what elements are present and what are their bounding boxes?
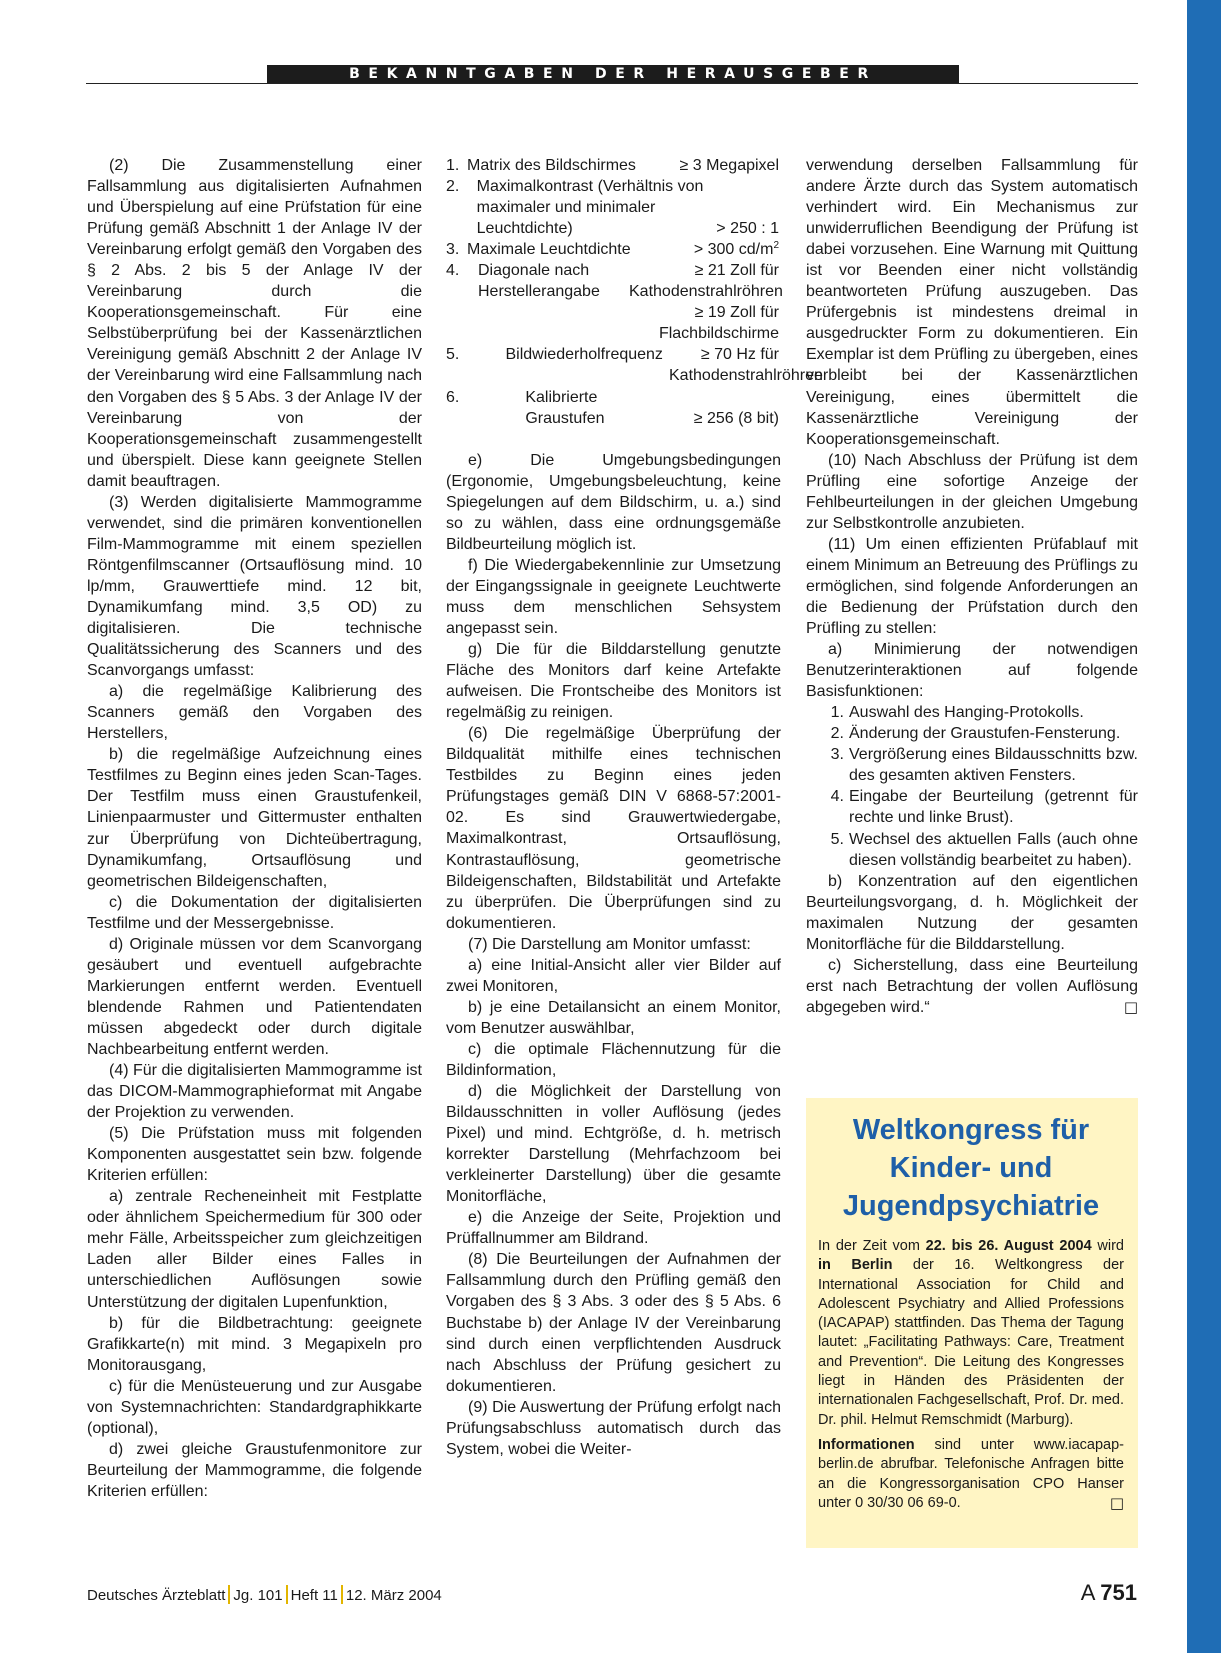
paragraph: a) eine Initial-Ansicht aller vier Bilder auf zwei Monitoren, — [446, 956, 781, 995]
spec-value: ≥ 3 Megapixel — [679, 157, 779, 174]
paragraph: (5) Die Prüfstation muss mit folgenden Komponenten ausgestattet sein bzw. folgende Kriterien erfüllen: — [87, 1125, 422, 1185]
paragraph: (8) Die Beurteilungen der Aufnahmen der Fallsammlung durch den Prüfling gemäß den Vorgaben des § 3 Abs. 3 oder des § 5 Abs. 6 Buchstabe b) der Anlage IV der Vereinbarung sind durch einen verpflichtenden Ausdruck nach Abschluss der Prüfung gesichert zu dokumentieren. — [446, 1251, 781, 1395]
paragraph: (3) Werden digitalisierte Mammogramme verwendet, sind die primären konventionellen Film-Mammogramme mit einem speziellen Röntgenfilmscanner (Ortsauflösung mind. 10 lp/mm, Grauwerttiefe mind. 12 bit, Dynamikumfang mind. 3,5 OD) zu digitalisieren. Die technische Qualitätssicherung des Scanners und des Scanvorgangs umfasst: — [87, 493, 422, 680]
page-number: A 751 — [1080, 1580, 1137, 1605]
spec-value: > 300 $cd/m^2$ — [693, 240, 779, 259]
section-header: BEKANNTGABEN DER HERAUSGEBER — [267, 65, 959, 83]
footer-separator — [341, 1585, 343, 1604]
spec-item: 5. Bildwiederholfrequenz ≥ 70 Hz für Kathodenstrahlröhren — [446, 344, 779, 386]
box-paragraph: Informationen sind unter www.iacapap-berlin.de abrufbar. Telefonische Anfragen bitte an die Kongressorganisation CPO Hanser unter 0 30/30 06 69-0. □ — [818, 1436, 1124, 1512]
paragraph: d) Originale müssen vor dem Scanvorgang gesäubert und eventuell aufgebrachte Markierungen entfernt werden. Eventuell blendende Rahmen und Patientendaten müssen abgedeckt oder durch digitale Nachbearbeitung entfernt werden. — [87, 935, 422, 1058]
paragraph: (2) Die Zusammenstellung einer Fallsammlung aus digitalisierten Aufnahmen und Überspielung auf eine Prüfstation für eine Prüfung gemäß Abschnitt 1 der Anlage IV der Vereinbarung erfolgt gemäß den Vorgaben des § 2 Abs. 2 bis 5 der Anlage IV der Vereinbarung durch die Kooperationsgemeinschaft. Für eine Selbstüberprüfung bei der Kassenärztlichen Vereinigung gemäß Abschnitt 2 der Anlage IV der Vereinbarung wird eine Fallsammlung nach den Vorgaben des § 5 Abs. 3 der Anlage IV der Vereinbarung von der Kooperationsgemeinschaft zusammengestellt und überspielt. Diese kann geeignete Stellen damit beauftragen. — [87, 157, 422, 490]
paragraph: b) die regelmäßige Aufzeichnung eines Testfilmes zu Beginn eines jeden Scan-Tages. Der Testfilm muss einen Graustufenkeil, Linienpaarmuster und Gittermuster enthalten zur Überprüfung von Dichteübertragung, Dynamikumfang, Ortsauflösung und geometrischen Bildeigenschaften, — [87, 746, 422, 890]
paragraph: (11) Um einen effizienten Prüfablauf mit einem Minimum an Betreuung des Prüflings zu ermöglichen, sind folgende Anforderungen an die Bedienung der Prüfstation durch den Prüfling zu stellen: — [806, 535, 1138, 638]
paragraph: b) Konzentration auf den eigentlichen Beurteilungsvorgang, d. h. Möglichkeit der maximalen Nutzung der gesamten Monitorfläche für die Bilddarstellung. — [806, 872, 1138, 953]
paragraph: (10) Nach Abschluss der Prüfung ist dem Prüfling eine sofortige Anzeige der Fehlbeurteilungen in der gleichen Umgebung zur Selbstkontrolle anzubieten. — [806, 451, 1138, 532]
spec-value: ≥ 70 Hz für Kathodenstrahlröhren — [669, 346, 823, 385]
list-item: 4. Eingabe der Beurteilung (getrennt für rechte und linke Brust). — [830, 788, 1138, 827]
column-1 — [87, 155, 422, 1502]
list-item: 1. Auswahl des Hanging-Protokolls. — [830, 704, 1084, 722]
side-color-bar — [1187, 0, 1221, 1653]
paragraph: g) Die für die Bilddarstellung genutzte Fläche des Monitors darf keine Artefakte aufweisen. Die Frontscheibe des Monitors ist regelmäßig zu reinigen. — [446, 641, 781, 722]
footer-separator — [286, 1585, 288, 1604]
paragraph: b) für die Bildbetrachtung: geeignete Grafikkarte(n) mit mind. 3 Megapixeln pro Monitorausgang, — [87, 1314, 422, 1374]
list-item: 5. Wechsel des aktuellen Falls (auch ohne diesen vollständig bearbeitet zu haben). — [830, 830, 1138, 869]
paragraph: (7) Die Darstellung am Monitor umfasst: — [468, 935, 751, 953]
spec-label: Bildwiederholfrequenz — [505, 346, 663, 364]
volume: Jg. 101 — [233, 1587, 283, 1604]
page-footer — [87, 1585, 442, 1604]
end-of-box-icon: □ — [1109, 1493, 1124, 1512]
spec-item: 2. Maximalkontrast (Verhältnis von maximaler und minimaler Leuchtdichte) > 250 : 1 — [446, 176, 779, 239]
paragraph: b) je eine Detailansicht an einem Monitor, vom Benutzer auswählbar, — [446, 998, 781, 1037]
column-2 — [446, 155, 823, 1460]
footer-separator — [228, 1585, 230, 1604]
paragraph: (9) Die Auswertung der Prüfung erfolgt nach Prüfungsabschluss automatisch durch das System, wobei die Weiter- — [446, 1398, 781, 1458]
paragraph: d) zwei gleiche Graustufenmonitore zur Beurteilung der Mammogramme, die folgende Kriterien erfüllen: — [87, 1440, 422, 1500]
paragraph: c) Sicherstellung, dass eine Beurteilung erst nach Betrachtung der vollen Auflösung abgegeben wird.“ □ — [806, 955, 1138, 1018]
spec-item: 3. Maximale Leuchtdichte > 300 $cd/m^2$ — [446, 239, 779, 260]
issue-date: 12. März 2004 — [345, 1587, 442, 1604]
paragraph: (6) Die regelmäßige Überprüfung der Bildqualität mithilfe eines technischen Testbildes zu Beginn eines jeden Prüfungstages gemäß DIN V 6868-57:2001-02. Es sind Grauwertwiedergabe, Maximalkontrast, Ortsauflösung, Kontrastauflösung, geometrische Bildeigenschaften, Bildstabilität und Artefakte zu überprüfen. Die Überprüfungen sind zu dokumentieren. — [446, 725, 781, 932]
paragraph: c) die Dokumentation der digitalisierten Testfilme und der Messergebnisse. — [87, 893, 422, 932]
list-item: 3. Vergrößerung eines Bildausschnitts bzw. des gesamten aktiven Fensters. — [830, 746, 1138, 785]
paragraph: f) Die Wiedergabekennlinie zur Umsetzung der Eingangssignale in geeignete Leuchtwerte muss dem menschlichen Sehsystem angepasst sein. — [446, 556, 781, 637]
spec-item: 6. Kalibrierte Graustufen ≥ 256 (8 bit) — [446, 387, 779, 429]
box-paragraph: In der Zeit vom 22. bis 26. August 2004 wird in Berlin der 16. Weltkongress der International Association for Child and Adolescent Psychiatry and Allied Professions (IACAPAP) stattfinden. Das Thema der Tagung lautet: „Facilitating Pathways: Care, Treatment and Prevention“. Die Leitung des Kongresses liegt in Händen des Präsidenten der internationalen Fachgesellschaft, Prof. Dr. med. Dr. phil. Helmut Remschmidt (Marburg). — [818, 1238, 1124, 1428]
paragraph: c) die optimale Flächennutzung für die Bildinformation, — [446, 1040, 781, 1079]
basic-functions-list — [806, 702, 1138, 870]
box-title: Weltkongress für Kinder- und Jugendpsychiatrie — [842, 1114, 1100, 1222]
spec-label: Kalibrierte Graustufen — [525, 388, 605, 427]
paragraph: c) für die Menüsteuerung und zur Ausgabe von Systemnachrichten: Standardgraphikkarte (optional), — [87, 1377, 422, 1437]
congress-info-box — [806, 1098, 1138, 1548]
paragraph: (4) Für die digitalisierten Mammogramme ist das DICOM-Mammographieformat mit Angabe der Projektion zu verwenden. — [87, 1062, 422, 1122]
spec-value: > 250 : 1 — [716, 220, 779, 238]
monitor-spec-list — [446, 155, 823, 429]
header-rule — [86, 83, 1138, 84]
spec-label: Diagonale nach Herstellerangabe — [478, 262, 600, 301]
column-3 — [806, 155, 1138, 1018]
spec-label: Maximale Leuchtdichte — [467, 241, 631, 259]
paragraph: a) die regelmäßige Kalibrierung des Scanners gemäß den Vorgaben des Herstellers, — [87, 683, 422, 743]
end-of-article-icon: □ — [1123, 997, 1138, 1016]
issue: Heft 11 — [290, 1587, 338, 1604]
spec-item: 4. Diagonale nach Herstellerangabe ≥ 21 Zoll für Kathodenstrahlröhren ≥ 19 Zoll für Flachbildschirme — [446, 260, 779, 344]
list-item: 2. Änderung der Graustufen-Fensterung. — [830, 725, 1121, 743]
paragraph: a) Minimierung der notwendigen Benutzerinteraktionen auf folgende Basisfunktionen: — [806, 641, 1138, 701]
spec-label: Maximalkontrast (Verhältnis von maximaler und minimaler Leuchtdichte) — [476, 178, 704, 238]
spec-label: Matrix des Bildschirmes — [467, 157, 636, 174]
spec-item: 1. Matrix des Bildschirmes ≥ 3 Megapixel — [446, 155, 779, 176]
paragraph: d) die Möglichkeit der Darstellung von Bildausschnitten in voller Auflösung (jedes Pixel) und mind. Echtgröße, d. h. metrisch korrekter Darstellung (Mehrfachzoom bei verkleinerter Darstellung) über die gesamte Monitorfläche, — [446, 1083, 781, 1206]
box-text — [818, 1237, 1124, 1513]
paragraph: e) Die Umgebungsbedingungen (Ergonomie, Umgebungsbeleuchtung, keine Spiegelungen auf dem Bildschirm, u. a.) sind so zu wählen, dass eine ordnungsgemäße Bildbeurteilung möglich ist. — [446, 451, 781, 553]
spec-value: ≥ 256 (8 bit) — [693, 409, 779, 427]
paragraph: a) zentrale Recheneinheit mit Festplatte oder ähnlichem Speichermedium für 300 oder mehr Fälle, Arbeitsspeicher zum gleichzeitigen Laden aller Bilder eines Falles in unterschiedlichen Auflösungen sowie Unterstützung der digitalen Lupenfunktion, — [87, 1188, 422, 1311]
journal-name: Deutsches Ärzteblatt — [87, 1587, 226, 1604]
paragraph: e) die Anzeige der Seite, Projektion und Prüffallnummer am Bildrand. — [446, 1209, 781, 1248]
spec-value: ≥ 21 Zoll für Kathodenstrahlröhren ≥ 19 Zoll für Flachbildschirme — [629, 262, 783, 343]
paragraph: verwendung derselben Fallsammlung für andere Ärzte durch das System automatisch verhindert wird. Ein Mechanismus zur unwiderruflichen Beendigung der Prüfung ist dabei vorzusehen. Eine Warnung mit Quittung ist vor Beenden einer nicht vollständig beantworteten Prüfung auszugeben. Das Prüfergebnis ist mindestens dreimal in ausgedruckter Form zu dokumentieren. Ein Exemplar ist dem Prüfling zu übergeben, eines verbleibt bei der Kassenärztlichen Vereinigung, eines übermittelt die Kassenärztliche Vereinigung der Kooperationsgemeinschaft. — [806, 157, 1138, 448]
